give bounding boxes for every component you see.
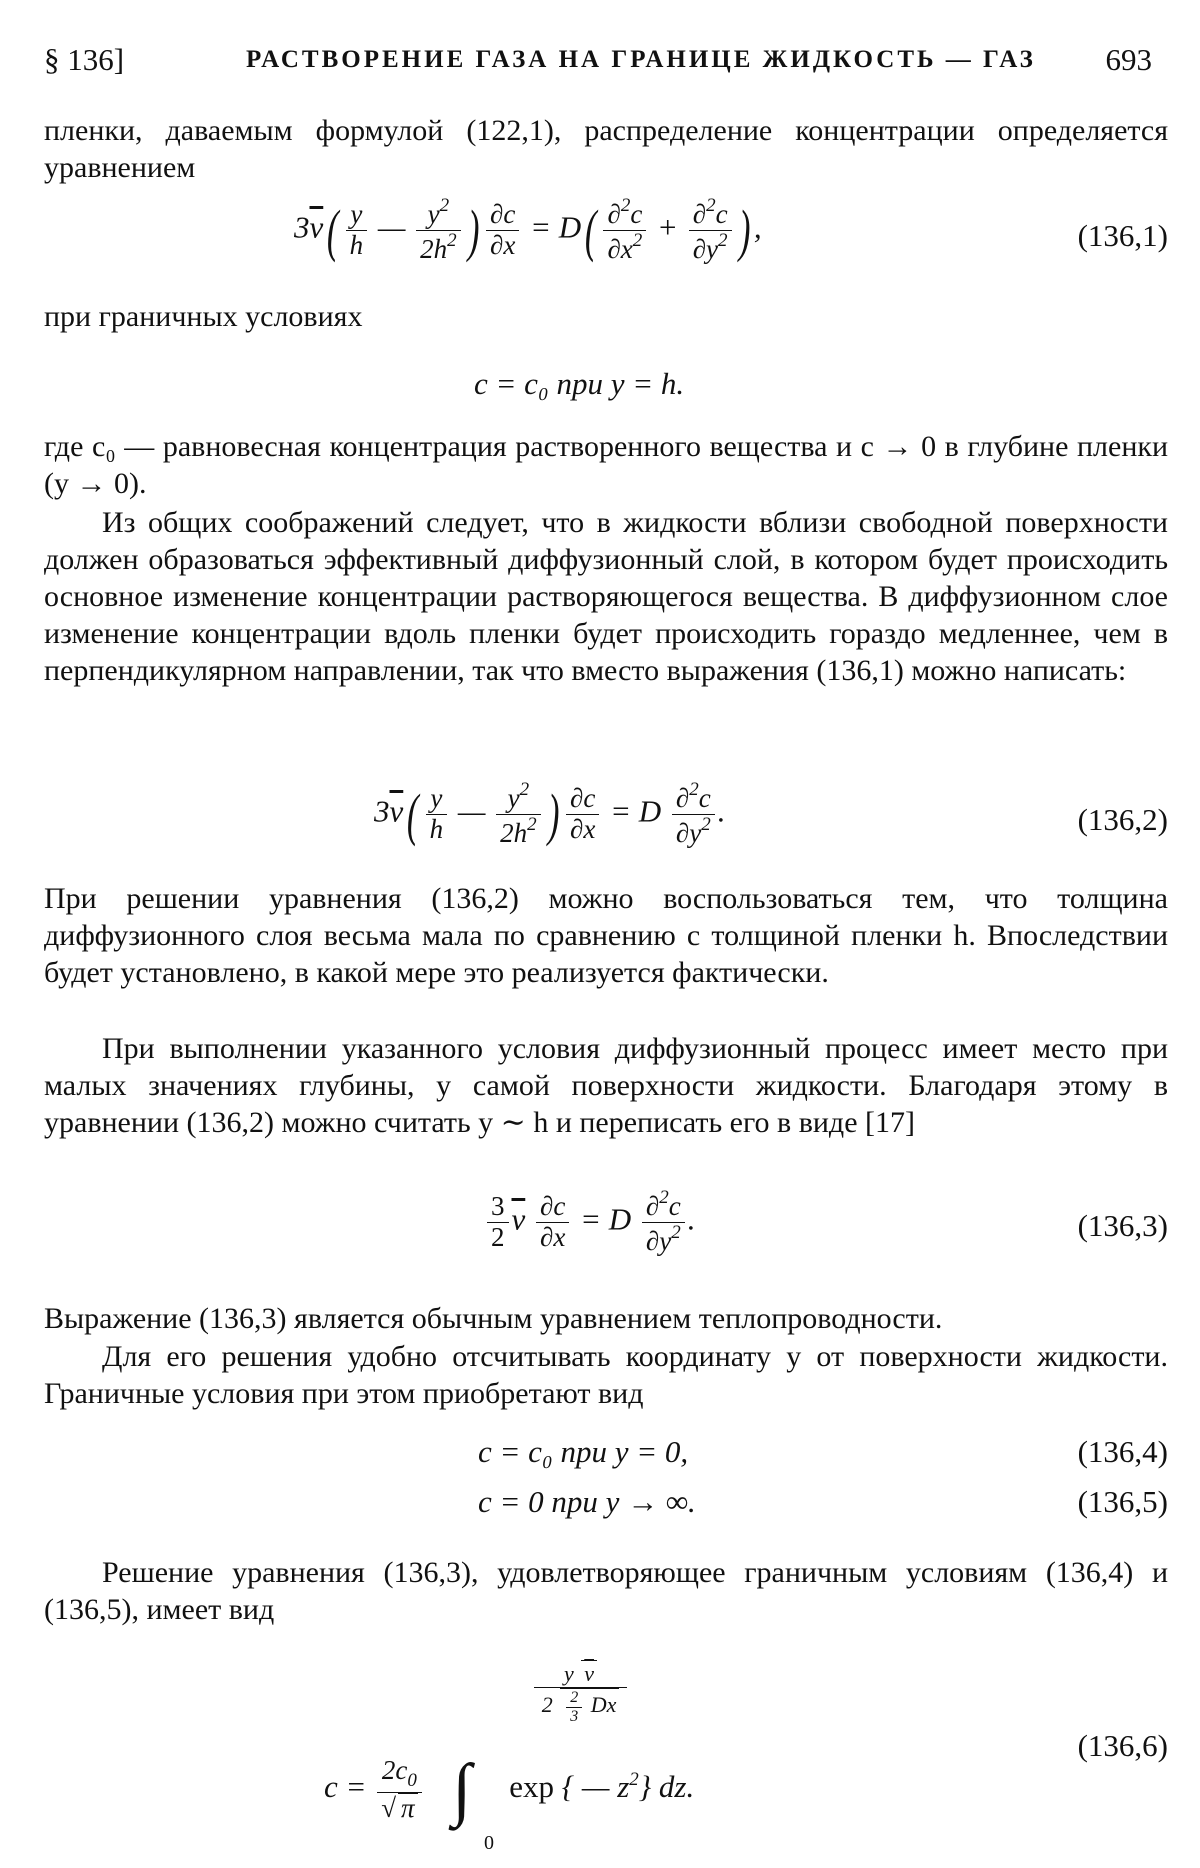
equation-tag: (136,5) — [1077, 1484, 1168, 1519]
equation-136-1: $3\overline{v}$( $\frac{y}{h}$ — $\frac{y^2}{2h^2}$ ) $\frac{\partial c}{\partial x}$ = D( $\frac{\partial^2c}{\partial x^2}$ + $\frac{\partial^2c}{\partial y^2}$ ) , (136,1) — [294, 195, 1168, 264]
paragraph-1: пленки, даваемым формулой (122,1), распределение концентрации определяется уравнением — [44, 114, 1168, 184]
equation-136-2: $3\overline{v}$( $\frac{y}{h}$ — $\frac{y^2}{2h^2}$ ) $\frac{\partial c}{\partial x}$ = D $\frac{\partial^2c}{\partial y^2}$ . (136,2) — [374, 779, 1168, 848]
equation-136-5: c = 0 при y → ∞. (136,5) — [478, 1484, 1168, 1519]
equation-136-4: c = c₀ при y = 0, (136,4) — [478, 1434, 1168, 1469]
paragraph-9: Решение уравнения (136,3), удовлетворяющее граничным условиям (136,4) и (136,5), имеет вид — [44, 1556, 1168, 1626]
equation-136-3: $\frac{3}{2}$ $\overline{v}$ $\frac{\partial c}{\partial x}$ = D $\frac{\partial^2c}{\partial y^2}$ . (136,3) — [44, 1188, 1168, 1268]
paragraph-3: где c₀ — равновесная концентрация растворенного вещества и c → 0 в глубине пленки (y → 0). — [44, 430, 1168, 500]
section-number: § 136] — [44, 42, 125, 77]
solution-expression: c = $\frac{2c_0}{√ \pi}$ ∫ exp { — $z^2$} dz. — [324, 1751, 695, 1828]
paragraph-7: Выражение (136,3) является обычным уравнением теплопроводности. — [44, 1302, 943, 1335]
equation-tag: (136,2) — [1077, 802, 1168, 837]
equation-tag: (136,4) — [1077, 1434, 1168, 1469]
page-number: 693 — [1105, 42, 1152, 77]
paragraph-6: При выполнении указанного условия диффузионный процесс имеет место при малых значениях глубины, у самой поверхности жидкости. Благодаря этому в уравнении (136,2) можно считать y ∼ h и переписать его в виде [17] — [44, 1032, 1168, 1139]
paragraph-4: Из общих соображений следует, что в жидкости вблизи свободной поверхности должен образоваться эффективный диффузионный слой, в котором будет происходить основное изменение концентрации растворяющегося вещества. В диффузионном слое изменение концентрации вдоль пленки будет происходить гораздо медленнее, чем в перпендикулярном направлении, так что вместо выражения (136,1) можно написать: — [44, 506, 1168, 687]
integral-lower-limit: 0 — [484, 1832, 494, 1854]
paragraph-8: Для его решения удобно отсчитывать координату y от поверхности жидкости. Граничные условия при этом приобретают вид — [44, 1340, 1168, 1410]
integral-upper-limit: y $\overline{v}$ 2 $\frac{2}{3}$ Dx — [534, 1660, 627, 1726]
paragraph-5: При решении уравнения (136,2) можно воспользоваться тем, что толщина диффузионного слоя весьма мала по сравнению с толщиной пленки h. Впоследствии будет установлено, в какой мере это реализуется фактически. — [44, 882, 1168, 989]
boundary-condition-1: c = c₀ при y = h. — [474, 366, 685, 401]
running-header — [44, 38, 1156, 88]
running-title: РАСТВОРЕНИЕ ГАЗА НА ГРАНИЦЕ ЖИДКОСТЬ — ГАЗ — [246, 46, 1036, 73]
equation-tag: (136,6) — [1077, 1728, 1168, 1763]
equation-136-6 — [44, 1660, 1168, 1860]
paragraph-2: при граничных условиях — [44, 300, 363, 333]
equation-tag: (136,3) — [1077, 1208, 1168, 1243]
equation-tag: (136,1) — [1077, 218, 1168, 253]
